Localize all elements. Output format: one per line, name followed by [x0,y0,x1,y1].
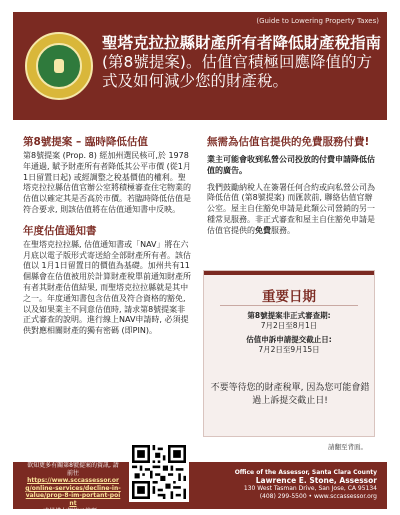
appeal-deadline [204,335,374,355]
deadline-warning: 不要等待您的財產稅單, 因為您可能會錯過上訴提交截止日! [210,383,370,406]
free-service-body [207,183,379,237]
assessor-seal-icon [25,32,93,100]
key-dates-box [203,270,375,437]
footer-banner [13,462,387,515]
prop8-body: 第8號提案 (Prop. 8) 經加州選民核可,於 1978年通過, 賦予財產所有者降低其公平市價 (從1月1日留置日起) 或經調整之稅基價值的權利。聖塔克拉拉縣估值官辦公室將積極審查住宅物業的估值以確定其是否高於市價。若臨時降低估值是符合要求, 則該估值將在估值通知書中反映。 [23,151,191,214]
assessor-name: Lawrence E. Stone, Assessor [255,476,377,485]
assessor-contact [217,469,377,501]
key-dates-title: 重要日期 [262,289,316,305]
more-info-tail: 或掃描右側的二維碼。 [42,507,103,515]
qr-code-icon[interactable] [129,442,189,502]
nav-body: 在聖塔克拉拉縣, 估值通知書或「NAV」將在六月底以電子版形式寄送給全部財產所有者。該估值以 1月1日留置日的價值為基礎。加州共有11個縣會在估值被用於計算財產稅單前通知財產所有者其財產估值結果, 而聖塔克拉拉縣就是其中之一。年度通知書包含估值及符合資格的豁免, 以及如果業主不同意估值時, 請求第8號提案非正式審查的說明。進行線上NAV申請時, 必須提供對應相關財產的獨有密碼 (即PIN)。 [23,239,191,336]
body-post: 服務。 [271,225,295,235]
free-service-heading: 無需為估值官提供的免費服務付費! [207,136,370,148]
nav-heading: 年度估值通知書 [23,224,97,237]
title-sub: (第8號提案)。估值官積極回應降值的方式及如何減少您的財產稅。 [102,53,372,90]
left-column [23,136,193,337]
free-service-subheading: 業主可能會收到私營公司投放的付費申請降低估值的廣告。 [207,155,375,175]
prop8-heading: 第8號提案 – 臨時降低估值 [23,136,148,148]
body-pre: 我們鼓勵納稅人在簽署任何合約或向私營公司為降低估值 (第8號提案) 而匯款前, 聯絡估值官辦公室。屋主自住豁免申請是此類公司營銷的另一種常見服務。非正式審查和屋主自住豁免申請是估值官提供的 [207,182,375,235]
review-dates: 7月2日至8月1日 [260,321,318,330]
right-column [207,136,379,237]
seal-emblem [54,59,64,73]
more-info-text: 欲知更多有關第8號提案的資訊, 請前往 [27,462,119,477]
body-bold: 免費 [255,225,271,235]
title-main: 聖塔克拉拉縣財產所有者降低財產稅指南 [102,34,382,52]
review-period [204,311,374,331]
overleaf-note: 請翻至背面。 [328,443,367,451]
appeal-dates: 7月2日至9月15日 [258,345,320,354]
office-name: Office of the Assessor, Santa Clara County [234,469,377,476]
office-contact: (408) 299-5500 • www.sccassessor.org [259,493,377,500]
prop8-link[interactable]: https://www.sccassessor.org/online-services/decline-in-value/prop-8-im-portant-point [25,477,121,507]
qr-code-graphic [132,445,186,499]
page-title [102,34,382,91]
office-address: 130 West Tasman Drive, San Jose, CA 95134 [243,485,377,492]
review-label: 第8號提案非正式審查期: [247,311,331,320]
appeal-label: 估值申訴申請提交截止日: [246,335,332,344]
more-info [25,462,121,515]
seal-center [36,43,82,89]
flyer-page [13,12,387,515]
header-banner [13,12,387,120]
guide-label: (Guide to Lowering Property Taxes) [256,17,379,25]
